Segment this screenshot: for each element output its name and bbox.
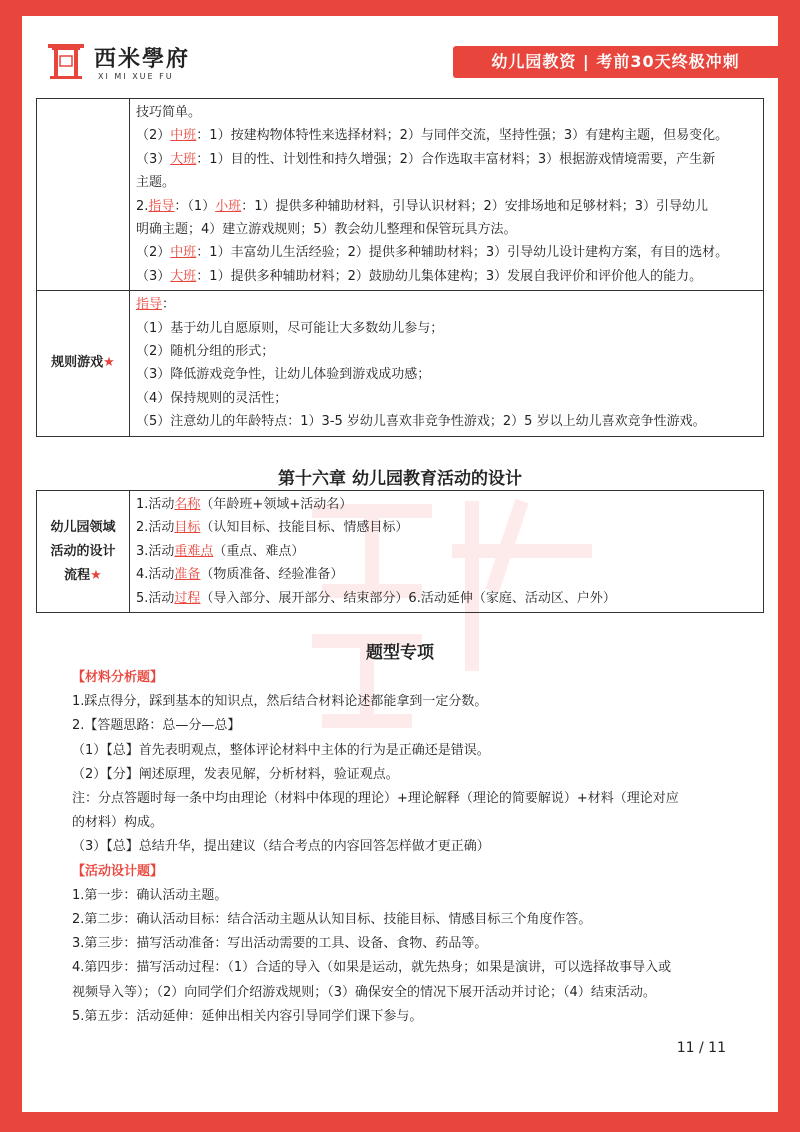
- document-page: [22, 16, 778, 1112]
- brand-name-latin: XI MI XUE FU: [98, 72, 174, 81]
- content-line: [136, 124, 757, 147]
- line-text: （3）: [136, 268, 171, 284]
- highlighted-keyword: 重难点: [174, 543, 214, 559]
- knowledge-table-activity-design: [36, 490, 764, 613]
- highlighted-keyword: 过程: [174, 590, 201, 606]
- line-text: ：1）按建构物体特性来选择材料；2）与同伴交流，坚持性强；3）有建构主题，但易变化。: [196, 128, 729, 144]
- content-line: [136, 387, 757, 410]
- content-line: [136, 241, 757, 264]
- line-text: 3.活动: [136, 543, 175, 559]
- section-line: 4.第四步：描写活动过程：（1）合适的导入（如果是运动，就先热身；如果是演讲，可以选择故事导入或: [72, 960, 672, 976]
- line-text: （2）: [136, 245, 171, 261]
- brand-name: 西米學府: [94, 47, 191, 72]
- content-line: [136, 101, 757, 124]
- line-text: （1）基于幼儿自愿原则，尽可能让大多数幼儿参与；: [136, 320, 444, 336]
- line-text: ：（1）: [174, 198, 216, 214]
- header-banner: 幼儿园教资 | 考前30天终极冲刺: [453, 46, 778, 78]
- content-line: [136, 493, 757, 516]
- line-text: 5.活动: [136, 590, 175, 606]
- section-line: 2.第二步：确认活动目标：结合活动主题从认知目标、技能目标、情感目标三个角度作答。: [72, 912, 592, 928]
- content-line: [136, 265, 757, 288]
- content-line: [136, 410, 757, 433]
- content-line: [136, 195, 757, 218]
- line-text: 技巧简单。: [136, 105, 202, 120]
- line-text: （重点、难点）: [213, 543, 305, 559]
- category-cell: [37, 491, 130, 613]
- line-text: （5）注意幼儿的年龄特点：1）3-5 岁幼儿喜欢非竞争性游戏；2）5 岁以上幼儿喜欢竞争性游戏。: [136, 414, 706, 430]
- line-text: （3）: [136, 151, 171, 167]
- school-gate-logo-icon: [46, 40, 86, 80]
- section-line: 1.第一步：确认活动主题。: [72, 887, 228, 903]
- line-text: 2.活动: [136, 520, 175, 536]
- line-text: 1.活动: [136, 497, 175, 512]
- question-types-section: [72, 666, 752, 1029]
- highlighted-keyword: 中班: [170, 245, 197, 261]
- line-text: 主题。: [136, 175, 176, 191]
- category-label: 规则游戏: [51, 355, 104, 371]
- line-text: ：: [162, 297, 176, 313]
- content-line: [136, 340, 757, 363]
- line-text: ：1）丰富幼儿生活经验；2）提供多种辅助材料；3）引导幼儿设计建构方案，有目的选材。: [196, 245, 729, 261]
- category-cell: [37, 291, 130, 436]
- highlighted-keyword: 中班: [170, 128, 197, 144]
- line-text: （2）: [136, 128, 171, 144]
- line-text: （物质准备、经验准备）: [200, 567, 344, 583]
- highlighted-keyword: 准备: [174, 567, 201, 583]
- knowledge-table-games: [36, 98, 764, 437]
- content-line: [136, 317, 757, 340]
- content-line: [136, 148, 757, 171]
- content-line: [136, 587, 757, 610]
- question-type-heading: 【活动设计题】: [72, 863, 164, 879]
- line-text: ：1）目的性、计划性和持久增强；2）合作选取丰富材料；3）根据游戏情境需要，产生新: [196, 151, 716, 167]
- table-row: [37, 291, 764, 436]
- content-line: [136, 218, 757, 241]
- highlighted-keyword: 大班: [170, 151, 197, 167]
- chapter-title: 第十六章 幼儿园教育活动的设计: [278, 469, 522, 489]
- content-line: [136, 563, 757, 586]
- category-cell-empty: [37, 99, 130, 291]
- highlighted-keyword: 大班: [170, 268, 197, 284]
- category-label-line: 流程: [64, 567, 91, 583]
- line-text: （3）降低游戏竞争性，让幼儿体验到游戏成功感；: [136, 367, 431, 383]
- highlighted-keyword: 小班: [215, 198, 242, 214]
- section-line: （1）【总】首先表明观点，整体评论材料中主体的行为是正确还是错误。: [72, 742, 490, 758]
- content-line: [136, 540, 757, 563]
- section-line: 3.第三步：描写活动准备：写出活动需要的工具、设备、食物、药品等。: [72, 936, 488, 952]
- section-line: （2）【分】阐述原理，发表见解，分析材料，验证观点。: [72, 766, 399, 782]
- line-text: （认知目标、技能目标、情感目标）: [200, 520, 409, 536]
- line-text: 明确主题；4）建立游戏规则；5）教会幼儿整理和保管玩具方法。: [136, 222, 517, 238]
- highlighted-keyword: 名称: [174, 497, 201, 512]
- line-text: （4）保持规则的灵活性；: [136, 390, 288, 406]
- table-row: [37, 99, 764, 291]
- content-line: [136, 293, 757, 316]
- section-line: 的材料）构成。: [72, 815, 164, 831]
- line-text: ：1）提供多种辅助材料；2）鼓励幼儿集体建构；3）发展自我评价和评价他人的能力。: [196, 268, 703, 284]
- line-text: 2.: [136, 198, 149, 214]
- content-cell: [130, 291, 764, 436]
- question-type-heading: 【材料分析题】: [72, 670, 164, 685]
- line-text: （导入部分、展开部分、结束部分）6.活动延伸（家庭、活动区、户外）: [200, 590, 616, 606]
- section-line: 视频导入等）；（2）向同学们介绍游戏规则；（3）确保安全的情况下展开活动并讨论；（4）结束活动。: [72, 984, 656, 1000]
- page-number: 11 / 11: [676, 1040, 726, 1056]
- line-text: （年龄班+领域+活动名）: [200, 497, 353, 512]
- table-row: [37, 491, 764, 613]
- line-text: （2）随机分组的形式；: [136, 344, 275, 360]
- key-point-star-icon: ★: [103, 355, 115, 371]
- content-cell: [130, 491, 764, 613]
- line-text: ：1）提供多种辅助材料，引导认识材料；2）安排场地和足够材料；3）引导幼儿: [241, 198, 709, 214]
- line-text: 4.活动: [136, 567, 175, 583]
- content-line: [136, 516, 757, 539]
- content-cell: [130, 99, 764, 291]
- category-label-line: 幼儿园领域: [50, 519, 116, 535]
- section-line: 5.第五步：活动延伸：延伸出相关内容引导同学们课下参与。: [72, 1008, 423, 1024]
- section-line: 2.【答题思路：总—分—总】: [72, 718, 241, 734]
- category-label-line: 活动的设计: [50, 543, 116, 559]
- section-line: （3）【总】总结升华，提出建议（结合考点的内容回答怎样做才更正确）: [72, 839, 490, 855]
- section-line: 注：分点答题时每一条中均由理论（材料中体现的理论）+理论解释（理论的简要解说）+材料（理论对应: [72, 791, 679, 807]
- highlighted-keyword: 指导: [136, 297, 163, 313]
- section-title: 题型专项: [366, 643, 434, 663]
- highlighted-keyword: 指导: [148, 198, 175, 214]
- section-line: 1.踩点得分，踩到基本的知识点，然后结合材料论述都能拿到一定分数。: [72, 694, 488, 710]
- content-line: [136, 363, 757, 386]
- key-point-star-icon: ★: [90, 567, 102, 583]
- content-line: [136, 171, 757, 194]
- highlighted-keyword: 目标: [174, 520, 201, 536]
